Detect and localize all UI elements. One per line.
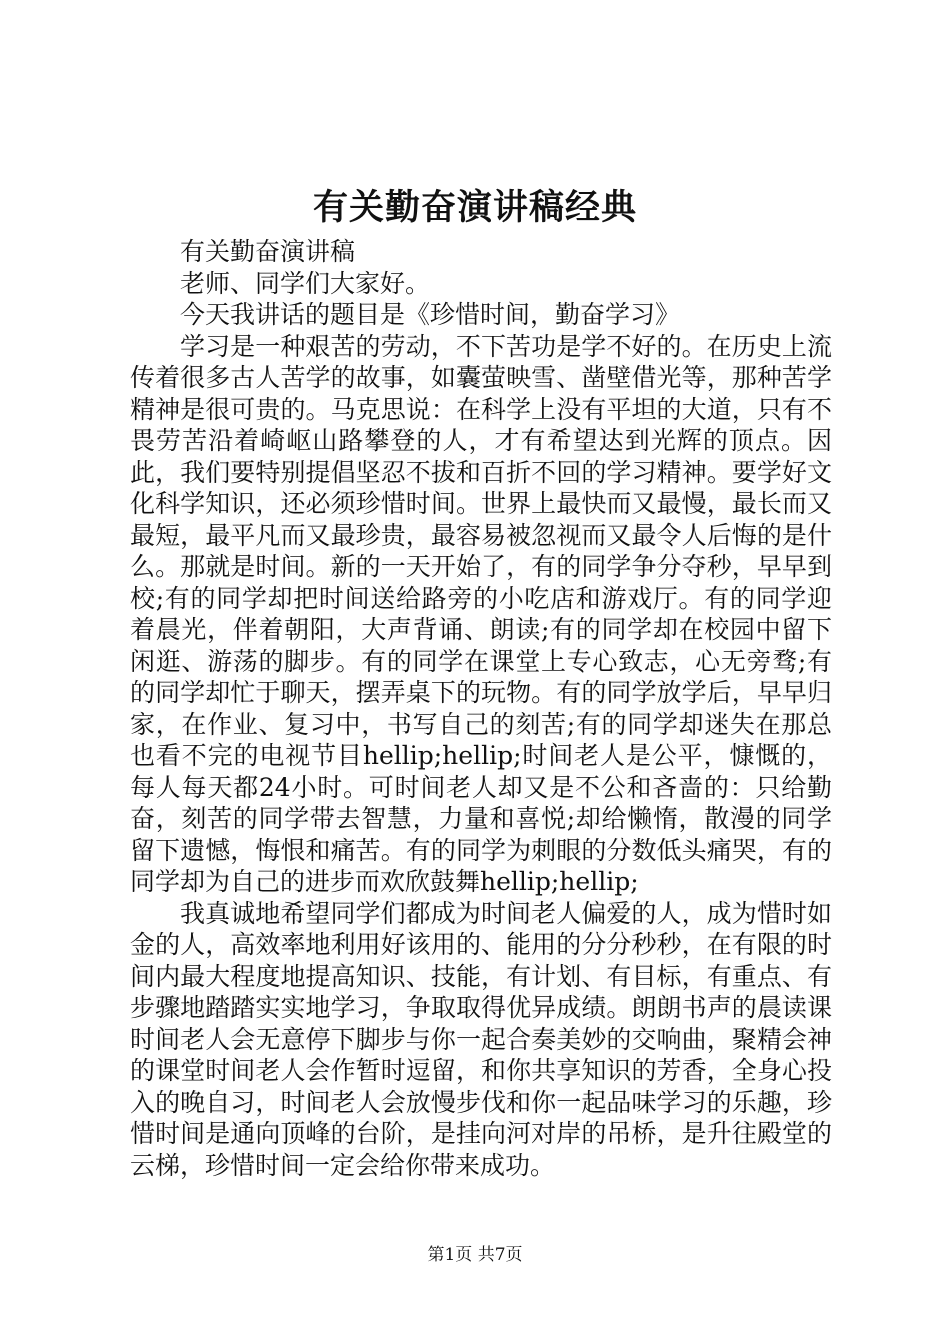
paragraph-topic: 今天我讲话的题目是《珍惜时间，勤奋学习》 (180, 300, 681, 329)
document-body (130, 236, 832, 1181)
paragraph-main: 学习是一种艰苦的劳动，不下苦功是学不好的。在历史上流传着很多古人苦学的故事，如囊萤映雪、凿壁借光等，那种苦学精神是很可贵的。马克思说：在科学上没有平坦的大道，只有不畏劳苦沿着崎岖山路攀登的人，才有希望达到光辉的顶点。因此，我们要特别提倡坚忍不拔和百折不回的学习精神。要学好文化科学知识，还必须珍惜时间。世界上最快而又最慢，最长而又最短，最平凡而又最珍贵，最容易被忽视而又最令人后悔的是什么。那就是时间。新的一天开始了，有的同学争分夺秒，早早到校;有的同学却把时间送给路旁的小吃店和游戏厅。有的同学迎着晨光，伴着朝阳，大声背诵、朗读;有的同学却在校园中留下闲逛、游荡的脚步。有的同学在课堂上专心致志，心无旁骛;有的同学却忙于聊天，摆弄桌下的玩物。有的同学放学后，早早归家，在作业、复习中，书写自己的刻苦;有的同学却迷失在那总也看不完的电视节目hellip;hellip;时间老人是公平，慷慨的，每人每天都24小时。可时间老人却又是不公和吝啬的：只给勤奋，刻苦的同学带去智慧，力量和喜悦;却给懒惰，散漫的同学留下遗憾，悔恨和痛苦。有的同学为刺眼的分数低头痛哭，有的同学却为自己的进步而欢欣鼓舞hellip;hellip; (130, 331, 832, 896)
page-footer: 第1页 共7页 (427, 1245, 523, 1265)
document-title: 有关勤奋演讲稿经典 (312, 187, 637, 228)
paragraph-greeting: 老师、同学们大家好。 (180, 268, 431, 298)
paragraph-conclusion: 我真诚地希望同学们都成为时间老人偏爱的人，成为惜时如金的人，高效率地利用好该用的、能用的分分秒秒，在有限的时间内最大程度地提高知识、技能，有计划、有目标，有重点、有步骤地踏踏实实地学习，争取取得优异成绩。朗朗书声的晨读课时间老人会无意停下脚步与你一起合奏美妙的交响曲，聚精会神的课堂时间老人会作暂时逗留，和你共享知识的芳香，全身心投入的晚自习，时间老人会放慢步伐和你一起品味学习的乐趣，珍惜时间是通向顶峰的台阶，是挂向河对岸的吊桥，是升往殿堂的云梯，珍惜时间一定会给你带来成功。 (130, 898, 832, 1180)
paragraph-subtitle: 有关勤奋演讲稿 (180, 237, 356, 266)
